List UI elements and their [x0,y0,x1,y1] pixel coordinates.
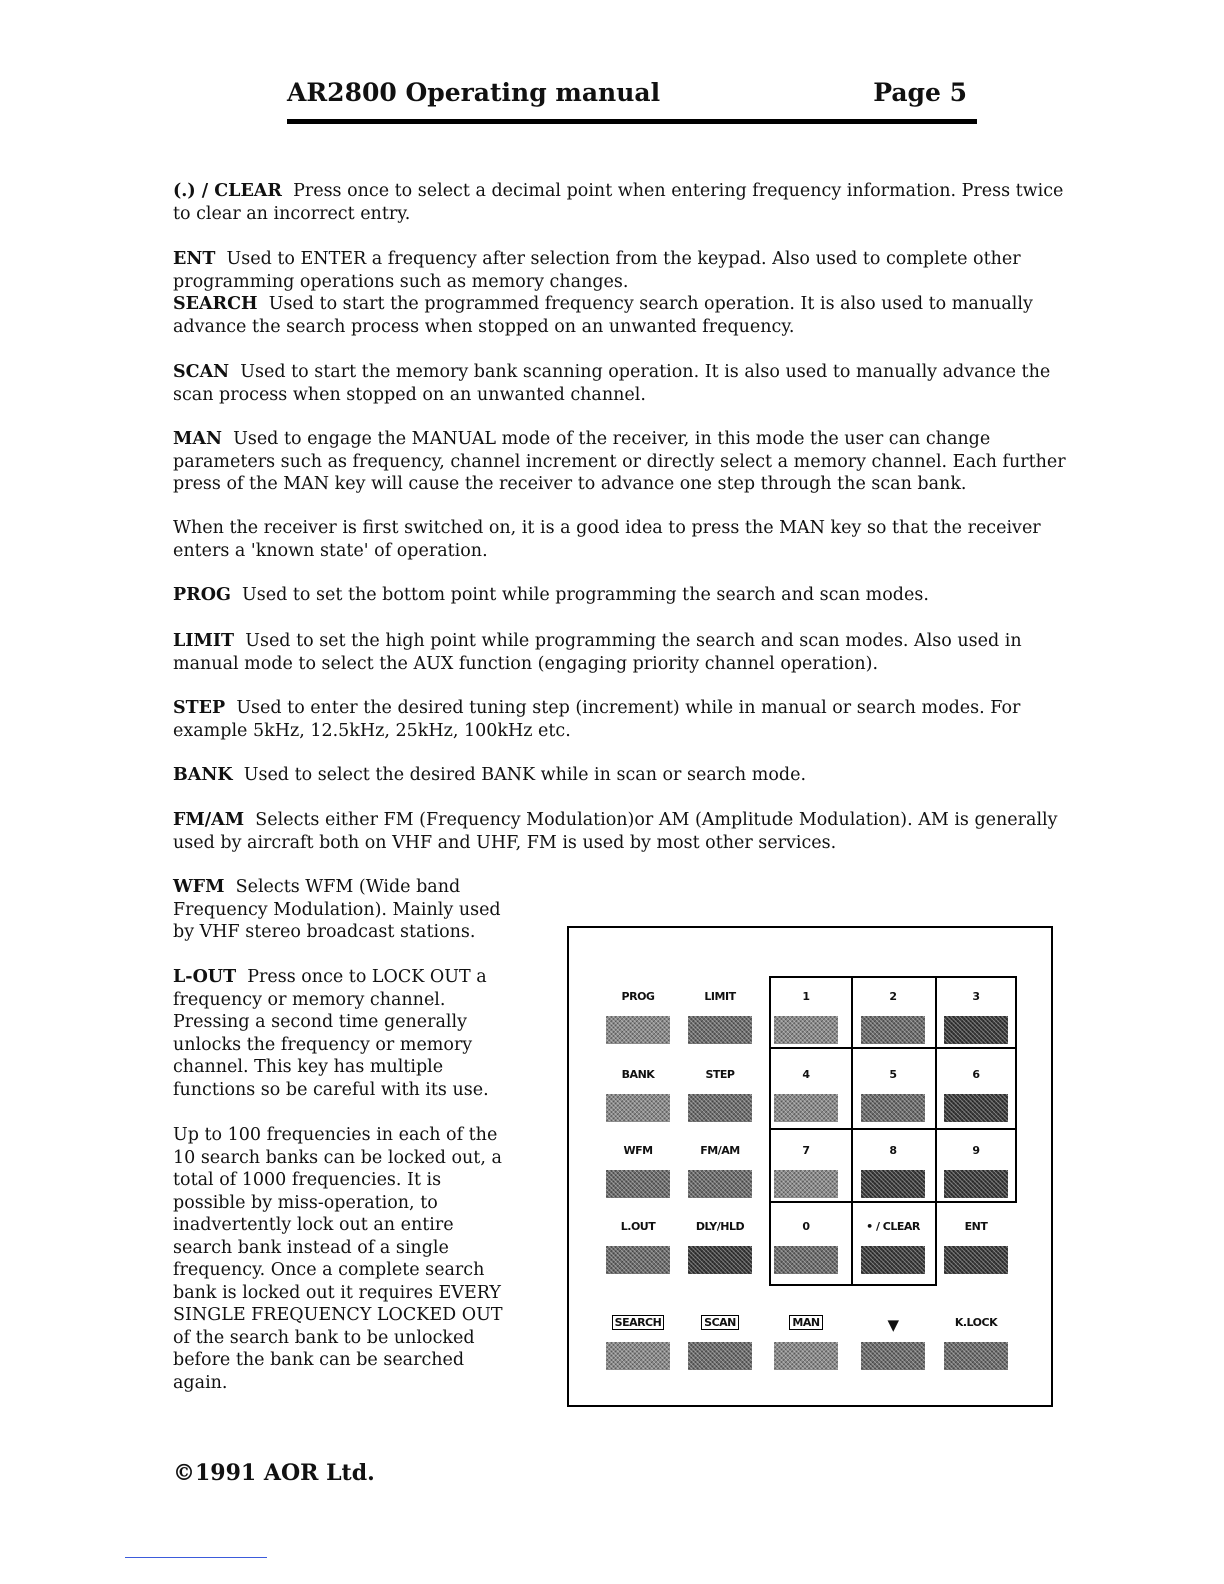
down-arrow-icon: ▼ [887,1316,899,1334]
page-number: Page 5 [873,78,967,107]
key-label: K.LOCK [954,1316,998,1329]
grid-line [769,1201,1017,1203]
key-face [774,1246,838,1274]
term: FM/AM [173,810,245,830]
term: SCAN [173,362,230,382]
term: (.) / CLEAR [173,181,282,201]
paragraph-scan [173,361,1083,406]
grid-line [851,976,853,1286]
keypad-diagram [567,926,1053,1407]
description: Press once to select a decimal point when entering frequency information. Press twice to clear an incorrect entry. [173,181,1064,224]
paragraph-bank [173,764,1083,787]
paragraph-step [173,697,1083,742]
key-face [774,1094,838,1122]
key-face [944,1094,1008,1122]
key-face [944,1170,1008,1198]
key-label: 0 [802,1220,810,1233]
key-face [774,1016,838,1044]
paragraph-ent [173,248,1083,293]
key-label: 4 [802,1068,810,1081]
term: SEARCH [173,294,258,314]
paragraph-fmam [173,809,1083,854]
key-face [861,1342,925,1370]
key-label: 1 [802,990,810,1003]
paragraph-man [173,428,1083,496]
key-label: SEARCH [612,1315,665,1330]
copyright: ©1991 AOR Ltd. [173,1460,375,1486]
key-face [606,1342,670,1370]
description: Selects WFM (Wide band Frequency Modulation). Mainly used by VHF stereo broadcast stations. [173,877,501,942]
grid-line [769,1128,1017,1130]
description: Used to engage the MANUAL mode of the receiver, in this mode the user can change parameters such as frequency, channel increment or directly select a memory channel. Each further press of the MAN key will cause the receiver to advance one step through the scan bank. [173,429,1066,494]
key-label: 8 [889,1144,897,1157]
grid-line [1015,976,1017,1203]
key-face [606,1246,670,1274]
key-label: PROG [621,990,655,1003]
description: Used to set the bottom point while programming the search and scan modes. [242,585,929,605]
description: Used to set the high point while programming the search and scan modes. Also used in manual mode to select the AUX function (engaging priority channel operation). [173,631,1022,674]
key-face [688,1170,752,1198]
paragraph-prog [173,584,1083,607]
description: Used to select the desired BANK while in scan or search mode. [243,765,807,785]
key-label: • / CLEAR [866,1220,920,1233]
term: STEP [173,698,226,718]
key-label: 7 [802,1144,810,1157]
grid-line [769,1047,1017,1049]
key-label: FM/AM [700,1144,740,1157]
page-header [287,78,977,108]
paragraph-known-state [173,517,1083,562]
footer-rule [125,1557,267,1558]
key-label: STEP [705,1068,735,1081]
key-label: 2 [889,990,897,1003]
grid-line [769,976,771,1286]
grid-line [769,976,1017,978]
term: ENT [173,249,216,269]
description: When the receiver is first switched on, it is a good idea to press the MAN key so that the receiver enters a 'known state' of operation. [173,518,1041,561]
key-face [606,1170,670,1198]
key-label: L.OUT [620,1220,656,1233]
key-label: 5 [889,1068,897,1081]
key-face [944,1246,1008,1274]
key-label: 9 [972,1144,980,1157]
manual-title: AR2800 Operating manual [287,78,661,107]
key-face [861,1170,925,1198]
paragraph-lockout-info [173,1124,518,1394]
term: BANK [173,765,233,785]
term: LIMIT [173,631,235,651]
key-face [606,1016,670,1044]
key-face [774,1342,838,1370]
key-label: DLY/HLD [695,1220,745,1233]
key-label: ENT [964,1220,988,1233]
description: Used to enter the desired tuning step (increment) while in manual or search modes. For example 5kHz, 12.5kHz, 25kHz, 100kHz etc. [173,698,1021,741]
paragraph-search [173,293,1083,338]
key-label: WFM [623,1144,653,1157]
key-label: 6 [972,1068,980,1081]
key-face [774,1170,838,1198]
term: PROG [173,585,231,605]
key-label: 3 [972,990,980,1003]
paragraph-lout [173,966,518,1101]
term: WFM [173,877,225,897]
key-face [861,1246,925,1274]
key-face [606,1094,670,1122]
key-face [944,1016,1008,1044]
paragraph-wfm [173,876,518,944]
paragraph-limit [173,630,1083,675]
key-label: MAN [789,1315,822,1330]
key-label: BANK [621,1068,655,1081]
term: MAN [173,429,222,449]
paragraph-clear [173,180,1083,225]
key-label: SCAN [701,1315,739,1330]
key-face [861,1016,925,1044]
description: Used to start the programmed frequency search operation. It is also used to manually advance the search process when stopped on an unwanted frequency. [173,294,1033,337]
key-face [688,1246,752,1274]
key-face [861,1094,925,1122]
key-face [688,1094,752,1122]
description: Used to ENTER a frequency after selection from the keypad. Also used to complete other programming operations such as memory changes. [173,249,1021,292]
description: Press once to LOCK OUT a frequency or memory channel. Pressing a second time generally unlocks the frequency or memory channel. This key has multiple functions so be careful with its use. [173,967,489,1100]
grid-line [935,976,937,1286]
description: Used to start the memory bank scanning operation. It is also used to manually advance the scan process when stopped on an unwanted channel. [173,362,1051,405]
header-divider [287,119,977,124]
key-face [688,1342,752,1370]
key-face [944,1342,1008,1370]
term: L-OUT [173,967,237,987]
key-face [688,1016,752,1044]
description: Up to 100 frequencies in each of the 10 search banks can be locked out, a total of 1000 frequencies. It is possible by miss-operation, to inadvertently lock out an entire search bank instead of a single frequency. Once a complete search bank is locked out it requires EVERY SINGLE FREQUENCY LOCKED OUT of the search bank to be unlocked before the bank can be searched again. [173,1125,503,1393]
description: Selects either FM (Frequency Modulation)or AM (Amplitude Modulation). AM is generally used by aircraft both on VHF and UHF, FM is used by most other services. [173,810,1058,853]
key-label: LIMIT [704,990,736,1003]
